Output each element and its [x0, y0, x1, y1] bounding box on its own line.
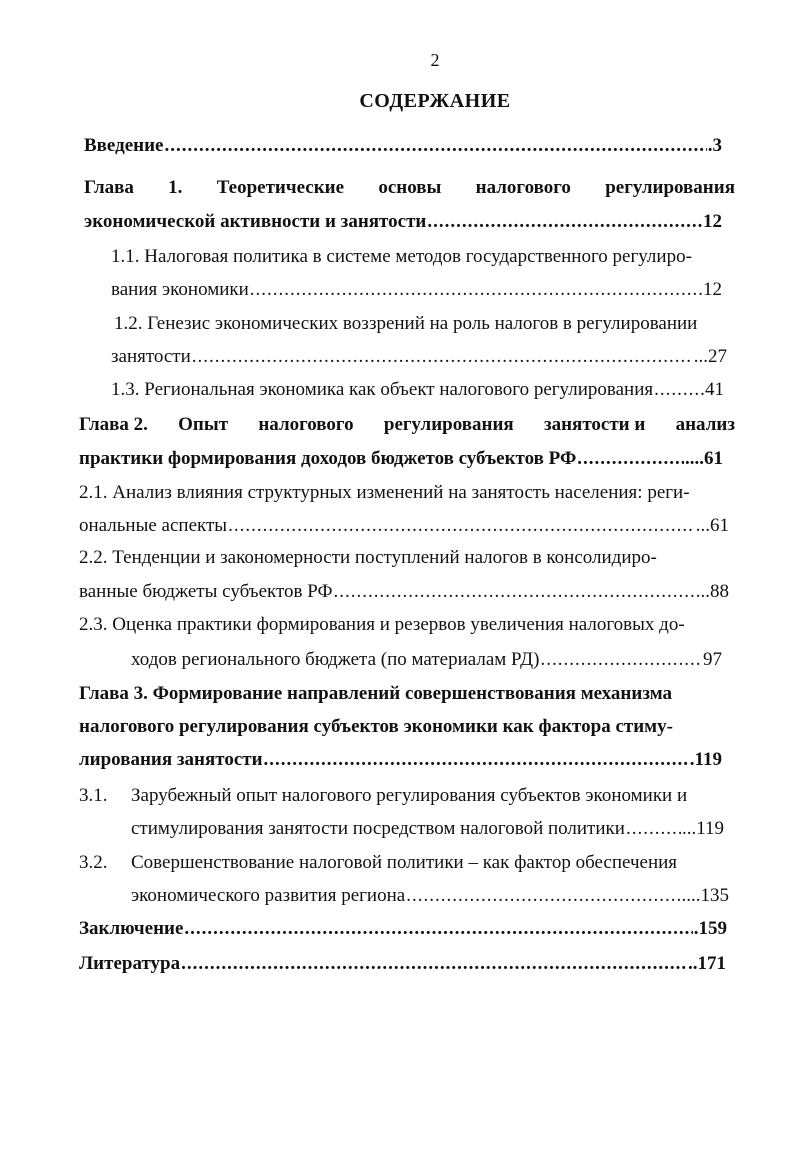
toc-entry-introduction[interactable]: [84, 134, 722, 158]
toc-chapter-1-line2[interactable]: [84, 210, 722, 234]
toc-section-3-1-line2[interactable]: [131, 817, 724, 841]
toc-label: экономического развития региона: [131, 885, 406, 906]
toc-label: ональные аспекты: [79, 515, 228, 536]
dot-leader: [577, 447, 684, 471]
word: Глава 2.: [79, 414, 148, 435]
word: налогового: [258, 414, 354, 435]
toc-section-2-1-line2[interactable]: [79, 514, 729, 538]
dot-leader: [406, 884, 680, 908]
word: анализ: [675, 414, 735, 435]
toc-page-number: ...27: [693, 346, 727, 367]
word: основы: [378, 177, 442, 198]
dot-leader: [181, 952, 687, 976]
toc-label: стимулирования занятости посредством налоговой политики: [131, 818, 625, 839]
toc-label: занятости: [111, 346, 191, 367]
toc-section-1-2-line2[interactable]: [111, 345, 727, 369]
word: Глава: [84, 177, 134, 198]
toc-section-2-2-line2[interactable]: [79, 580, 729, 604]
toc-section-1-3[interactable]: [111, 378, 724, 402]
toc-label: Литература: [79, 953, 181, 974]
toc-page-number: 12: [703, 211, 722, 232]
toc-section-1-2-line1[interactable]: 1.2. Генезис экономических воззрений на роль налогов в регулировании: [114, 313, 698, 334]
toc-section-2-2-line1[interactable]: 2.2. Тенденции и закономерности поступлений налогов в консолидиро-: [79, 547, 657, 568]
toc-chapter-2-heading[interactable]: [79, 413, 735, 437]
toc-section-1-1-line1[interactable]: 1.1. Налоговая политика в системе методов государственного регулиро-: [111, 246, 692, 267]
toc-chapter-3-line3[interactable]: [79, 748, 722, 772]
toc-entry-conclusion[interactable]: [79, 917, 727, 941]
word: налогового: [475, 177, 571, 198]
toc-section-3-2-line1[interactable]: Совершенствование налоговой политики – как фактор обеспечения: [131, 852, 678, 873]
dot-leader: [228, 514, 695, 538]
toc-section-3-1-number: 3.1.: [79, 785, 108, 806]
toc-label: вания экономики: [111, 279, 249, 300]
toc-label: 1.3. Региональная экономика как объект налогового регулирования: [111, 379, 654, 400]
dot-leader: [184, 917, 692, 941]
word: регулирования: [605, 177, 735, 198]
word: Опыт: [178, 414, 229, 435]
toc-page-number: 97: [703, 649, 722, 670]
word: Теоретические: [216, 177, 345, 198]
toc-label: Введение: [84, 135, 164, 156]
dot-leader: [654, 378, 704, 402]
toc-page-number: .3: [707, 135, 722, 156]
word: занятости и: [543, 414, 646, 435]
toc-page-number: ..171: [688, 953, 726, 974]
toc-entry-literature[interactable]: [79, 952, 726, 976]
toc-chapter-3-line1[interactable]: Глава 3. Формирование направлений совершенствования механизма: [79, 683, 673, 704]
toc-section-3-2-line2[interactable]: [131, 884, 729, 908]
toc-section-2-1-line1[interactable]: 2.1. Анализ влияния структурных изменений на занятость населения: реги-: [79, 482, 690, 503]
toc-page-number: ....61: [685, 448, 723, 469]
toc-label: Заключение: [79, 918, 184, 939]
dot-leader: [165, 134, 707, 158]
toc-page-number: ...88: [695, 581, 729, 602]
toc-label: ванные бюджеты субъектов РФ: [79, 581, 333, 602]
page-title: СОДЕРЖАНИЕ: [359, 90, 511, 112]
dot-leader: [250, 278, 702, 302]
dot-leader: [427, 210, 702, 234]
page-number: 2: [430, 50, 440, 70]
toc-label: практики формирования доходов бюджетов субъектов РФ: [79, 448, 577, 469]
dot-leader: [626, 817, 681, 841]
toc-label: экономической активности и занятости: [84, 211, 427, 232]
toc-label: ходов регионального бюджета (по материалам РД): [131, 649, 540, 670]
dot-leader: [192, 345, 693, 369]
toc-page-number: ...61: [695, 515, 729, 536]
dot-leader: [334, 580, 695, 604]
toc-section-2-3-line1[interactable]: 2.3. Оценка практики формирования и резервов увеличения налоговых до-: [79, 614, 685, 635]
toc-page-number: 41: [705, 379, 724, 400]
toc-chapter-1-heading[interactable]: [84, 176, 735, 200]
toc-section-2-3-line2[interactable]: [131, 648, 722, 672]
toc-page-number: .159: [693, 918, 727, 939]
toc-page-number: 12: [703, 279, 722, 300]
toc-page-number: ....135: [681, 885, 729, 906]
toc-section-1-1-line2[interactable]: [111, 278, 722, 302]
toc-page-number: ...119: [681, 818, 724, 839]
dot-leader: [540, 648, 702, 672]
toc-section-3-2-number: 3.2.: [79, 852, 108, 873]
dot-leader: [264, 748, 689, 772]
word: регулирования: [383, 414, 514, 435]
toc-chapter-3-line2[interactable]: налогового регулирования субъектов экономики как фактора стиму-: [79, 716, 673, 737]
word: 1.: [168, 177, 183, 198]
toc-label: лирования занятости: [79, 749, 263, 770]
toc-chapter-2-line2[interactable]: [79, 447, 723, 471]
toc-page-number: .119: [689, 749, 722, 770]
toc-section-3-1-line1[interactable]: Зарубежный опыт налогового регулирования субъектов экономики и: [131, 785, 688, 806]
